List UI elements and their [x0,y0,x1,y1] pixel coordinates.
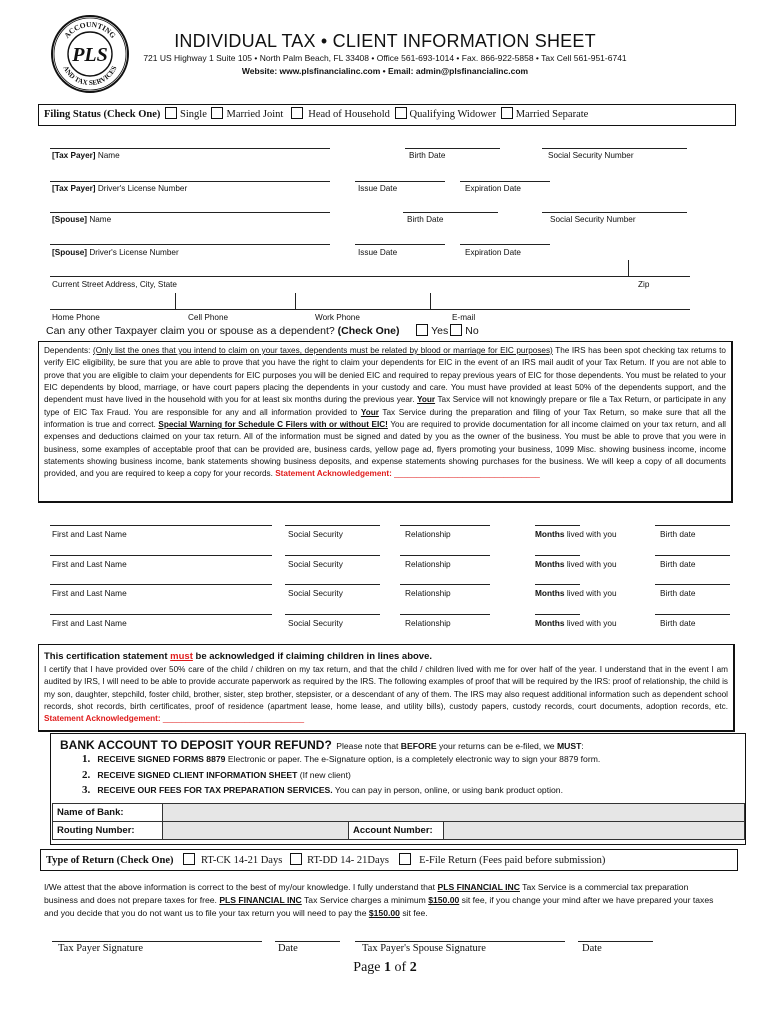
dependent-ssn-label: Social Security [288,588,343,598]
company-address: 721 US Highway 1 Suite 105 • North Palm Beach, FL 33408 • Office 561-693-1014 • Fax. 866-922-5858 • Tax Cell 561-951-6741 [143,53,627,63]
routing-label: Routing Number: [53,822,163,840]
dependent-name-field[interactable] [50,614,272,615]
dependent-birth-label: Birth date [660,618,696,628]
zip-divider [628,260,629,276]
filing-status-row [44,107,588,120]
svg-text:PLS: PLS [72,44,108,66]
dependent-yes-label: Yes [431,325,449,337]
dependent-birth-field[interactable] [655,525,730,526]
spouse-ssn-label: Social Security Number [550,215,636,224]
dependent-name-label: First and Last Name [52,618,127,628]
spouse-name-field[interactable] [50,212,330,213]
dependent-months-label: Months lived with you [535,559,617,569]
spouse-birth-field[interactable] [403,212,498,213]
efile-checkbox[interactable] [399,853,411,865]
spouse-birth-label: Birth Date [407,215,444,224]
dependent-relationship-label: Relationship [405,529,451,539]
taxpayer-dl-field[interactable] [50,181,330,182]
certification-ack-label: Statement Acknowledgement: [44,714,161,724]
bank-name-label: Name of Bank: [53,804,163,822]
dependent-months-field[interactable] [535,584,580,585]
account-input[interactable] [444,822,745,840]
dependent-ssn-field[interactable] [285,555,380,556]
taxpayer-dl-label: [Tax Payer] Driver's License Number [52,184,188,193]
dependent-birth-field[interactable] [655,555,730,556]
bank-title-row: BANK ACCOUNT TO DEPOSIT YOUR REFUND? Please note that BEFORE your returns can be e-filed, we MUST: [60,738,584,752]
head-of-household-checkbox[interactable] [291,107,303,119]
taxpayer-issue-label: Issue Date [358,184,398,193]
dependent-ssn-label: Social Security [288,559,343,569]
dependent-birth-field[interactable] [655,614,730,615]
dependent-ssn-label: Social Security [288,618,343,628]
form-title: INDIVIDUAL TAX • CLIENT INFORMATION SHEET [174,31,596,51]
bank-name-input[interactable] [163,804,745,822]
rt-ck-label: RT-CK 14-21 Days [201,855,283,866]
dependent-months-label: Months lived with you [535,588,617,598]
account-label: Account Number: [349,822,444,840]
married-joint-checkbox[interactable] [211,107,223,119]
svg-text:ACCOUNTING: ACCOUNTING [62,19,118,40]
spouse-ssn-field[interactable] [542,212,687,213]
dependent-name-label: First and Last Name [52,529,127,539]
taxpayer-signature-field[interactable] [52,941,262,942]
spouse-exp-field[interactable] [460,244,550,245]
certification-ack-line[interactable]: _______________________________ [162,714,305,724]
bank-requirements [82,752,600,799]
work-phone-label: Work Phone [315,313,360,322]
dependent-name-label: First and Last Name [52,588,127,598]
dependent-claim-question: Can any other Taxpayer claim you or spouse as a dependent? [46,325,335,337]
dependent-months-field[interactable] [535,614,580,615]
dependent-months-field[interactable] [535,525,580,526]
qualifying-widower-label: Qualifying Widower [409,109,497,120]
company-website: Website: www.plsfinancialinc.com • Email: admin@plsfinancialinc.com [241,66,529,76]
dependent-relationship-field[interactable] [400,584,490,585]
dependent-birth-label: Birth date [660,588,696,598]
taxpayer-name-field[interactable] [50,148,330,149]
routing-input[interactable] [163,822,349,840]
spouse-name-label: [Spouse] Name [52,215,112,224]
spouse-issue-field[interactable] [355,244,445,245]
dependent-ssn-field[interactable] [285,525,380,526]
dependents-notice: Dependents: (Only list the ones that you intend to claim on your taxes, dependents must be related by blood or marriage for EIC purposes) The IRS has been spot checking tax returns to verify EIC eligibility, be sure that you are able to prove that you have the right to claim your dependents for EIC in the event of an IRS mail audit of your Tax Return. If you are not able to prove that you are eligible to claim your dependents for EIC purposes you will be denied EIC and required to repay previous years of EIC for those dependents. You must be related to your EIC dependents by blood, marriage, or have court papers placing the dependents in your custody and care. You must have provided at least 50% of the dependents support, and the dependent must have lived in the household with you for at least six months during the previous year. Your Tax Service will not knowingly prepare or file a Tax Return, or participate in any type of EIC Tax Fraud. You are responsible for any and all information provided to Your Tax Service during the preparation and filing of your Tax Return, so make sure that all the information is true and correct. Special Warning for Schedule C Filers with or without EIC! You are required to provide documentation for all income claimed on your tax return, and all expenses and deductions claimed on your tax return. All of the information must be signed and dated by you as the owner of the business. You must be able to prove that you were in business, some examples of acceptable proof that can be provided are, business cards, yellow page ad, flyers promoting your business, 1099 Misc. showing business income, income statements showing business income, bank statements showing business deposits, and expense statements showing purchases for the business. We will keep a copy of all documents provided, and you are required to keep a copy for your records. Statement Acknowledgement: ________________________________ [44,346,726,479]
rt-dd-checkbox[interactable] [290,853,302,865]
qualifying-widower-checkbox[interactable] [395,107,407,119]
street-address-label: Current Street Address, City, State [52,280,177,289]
dependent-ssn-field[interactable] [285,584,380,585]
dependent-no-label: No [465,325,479,337]
dependent-months-field[interactable] [535,555,580,556]
dependent-relationship-field[interactable] [400,555,490,556]
taxpayer-ssn-field[interactable] [542,148,687,149]
requirement-item: 2. RECEIVE SIGNED CLIENT INFORMATION SHEET (If new client) [82,768,351,781]
zip-label: Zip [638,280,650,289]
taxpayer-birth-field[interactable] [405,148,500,149]
street-address-field[interactable] [50,276,690,277]
requirement-item: 1. RECEIVE SIGNED FORMS 8879 Electronic or paper. The e-Signature option, is a completely electronic way to sign your 8879 form. [82,753,601,765]
taxpayer-signature-label: Tax Payer Signature [58,943,143,954]
date1-label: Date [278,943,298,954]
dependent-name-field[interactable] [50,525,272,526]
efile-label: E-File Return (Fees paid before submission) [419,855,606,866]
rt-ck-checkbox[interactable] [183,853,195,865]
single-checkbox[interactable] [165,107,177,119]
svg-text:AND TAX SERVICES: AND TAX SERVICES [61,64,119,88]
taxpayer-issue-field[interactable] [355,181,445,182]
dependent-name-label: First and Last Name [52,559,127,569]
taxpayer-exp-label: Expiration Date [465,184,521,193]
dependent-yes-checkbox[interactable] [416,324,428,336]
return-type-row [46,853,605,866]
dependent-birth-label: Birth date [660,529,696,539]
phones-field[interactable] [50,309,690,310]
date1-field[interactable] [275,941,340,942]
dependent-birth-field[interactable] [655,584,730,585]
spouse-signature-field[interactable] [355,941,565,942]
home-phone-label: Home Phone [52,313,100,322]
dependent-no-checkbox[interactable] [450,324,462,336]
spouse-signature-label: Tax Payer's Spouse Signature [362,943,486,954]
dependent-months-label: Months lived with you [535,529,617,539]
taxpayer-exp-field[interactable] [460,181,550,182]
dependent-birth-label: Birth date [660,559,696,569]
phone-divider-1 [175,293,176,309]
certification-title: This certification statement must be acknowledged if claiming children in lines above. [44,651,433,662]
spouse-exp-label: Expiration Date [465,248,521,257]
dependent-relationship-field[interactable] [400,614,490,615]
date2-field[interactable] [578,941,653,942]
phone-divider-2 [295,293,296,309]
dependent-ssn-label: Social Security [288,529,343,539]
spouse-dl-field[interactable] [50,244,330,245]
page-number: Page 1 of 2 [353,960,417,975]
bank-info-table [52,803,745,840]
dependent-relationship-label: Relationship [405,588,451,598]
return-type-label: Type of Return (Check One) [46,855,174,866]
married-separate-label: Married Separate [515,109,589,120]
dependents-ack-label: Statement Acknowledgement: [275,469,392,479]
married-separate-checkbox[interactable] [501,107,513,119]
date2-label: Date [582,943,602,954]
phone-divider-3 [430,293,431,309]
dependent-relationship-field[interactable] [400,525,490,526]
dependent-claim-row [46,324,479,337]
dependents-ack-line[interactable]: ________________________________ [394,469,540,479]
taxpayer-ssn-label: Social Security Number [548,151,634,160]
dependent-months-label: Months lived with you [535,618,617,628]
dependent-relationship-label: Relationship [405,559,451,569]
dependent-name-field[interactable] [50,555,272,556]
taxpayer-name-label: [Tax Payer] Name [52,151,120,160]
certification-body: I certify that I have provided over 50% care of the child / children on my tax return, and that the child / children lived with me for over half of the year. I understand that in the event I am audited by IRS, I will need to be able to provide accurate paperwork as required by the IRS. The following examples of proof that will be required by the IRS: proof of relationship, the child is my son, daughter, stepchild, foster child, brother, sister, step brother, stepsister, or a descendant of any of them. The IRS may also request additional information such as dependent school records, shot records, birth certificates, proof of residence (apartment lease, home lease, and utility bills), custody papers, custody records, court documents, adoption records, etc. Statement Acknowledgement: _______________________________ [44,665,728,724]
cell-phone-label: Cell Phone [188,313,229,322]
bank-title: BANK ACCOUNT TO DEPOSIT YOUR REFUND? [60,738,332,752]
married-joint-label: Married Joint [226,109,284,120]
dependent-relationship-label: Relationship [405,618,451,628]
dependent-name-field[interactable] [50,584,272,585]
rt-dd-label: RT-DD 14- 21Days [307,855,389,866]
filing-status-label: Filing Status (Check One) [44,109,161,120]
attest-paragraph: I/We attest that the above information is correct to the best of my/our knowledge. I fully understand that PLS FINANCIAL INC Tax Service is a commercial tax preparation business and does not prepare taxes for free. PLS FINANCIAL INC Tax Service charges a minimum $150.00 sit fee, if you change your mind after we have prepared your taxes and you decide that you do not want us to file your tax return you will need to pay the $150.00 sit fee. [44,882,714,918]
head-of-household-label: Head of Household [308,109,390,120]
dependent-claim-check-one: (Check One) [337,325,400,337]
single-label: Single [180,109,207,120]
taxpayer-birth-label: Birth Date [409,151,446,160]
dependent-ssn-field[interactable] [285,614,380,615]
spouse-issue-label: Issue Date [358,248,398,257]
email-label: E-mail [452,313,476,322]
spouse-dl-label: [Spouse] Driver's License Number [52,248,179,257]
requirement-item: 3. RECEIVE OUR FEES FOR TAX PREPARATION SERVICES. You can pay in person, online, or using bank product option. [82,784,563,796]
